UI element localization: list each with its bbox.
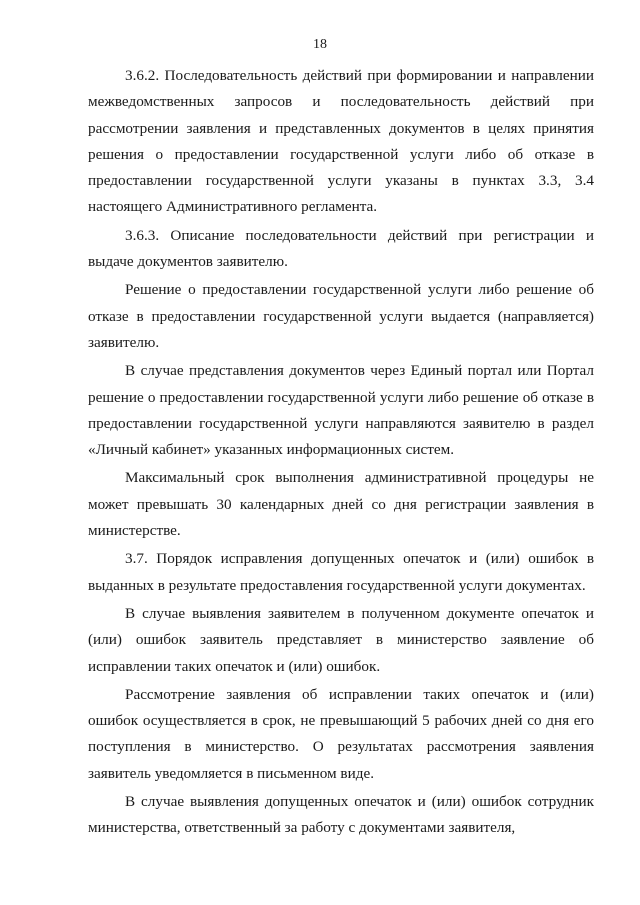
paragraph-3-6-2: 3.6.2. Последовательность действий при формировании и направлении межведомственных запросов и последовательность действий при рассмотрении заявления и представленных документов в целях принятия решения о предоставлении государственной услуги либо об отказе в предоставлении государственной услуги указаны в пунктах 3.3, 3.4 настоящего Административного регламента. (88, 67, 594, 216)
paragraph-3-7: 3.7. Порядок исправления допущенных опечаток и (или) ошибок в выданных в результате предоставления государственной услуги документах. (88, 550, 594, 594)
page-number: 18 (313, 37, 327, 52)
paragraph-portal-submission: В случае представления документов через Единый портал или Портал решение о предоставлении государственной услуги либо решение об отказе в предоставлении государственной услуги направляются заявителю в раздел «Личный кабинет» указанных информационных систем. (88, 362, 594, 459)
paragraph-decision-issued: Решение о предоставлении государственной услуги либо решение об отказе в предоставлении государственной услуги выдается (направляется) заявителю. (88, 281, 594, 351)
paragraph-3-6-3: 3.6.3. Описание последовательности действий при регистрации и выдаче документов заявителю. (88, 226, 594, 271)
paragraph-max-term: Максимальный срок выполнения административной процедуры не может превышать 30 календарных дней со дня регистрации заявления в министерстве. (88, 469, 594, 540)
document-body (88, 63, 594, 842)
paragraph-employee-errors: В случае выявления допущенных опечаток и (или) ошибок сотрудник министерства, ответственный за работу с документами заявителя, (88, 793, 594, 837)
paragraph-error-detection: В случае выявления заявителем в полученном документе опечаток и (или) ошибок заявитель представляет в министерство заявление об исправлении таких опечаток и (или) ошибок. (88, 604, 594, 675)
paragraph-review-term: Рассмотрение заявления об исправлении таких опечаток и (или) ошибок осуществляется в срок, не превышающий 5 рабочих дней со дня его поступления в министерство. О результатах рассмотрения заявления заявитель уведомляется в письменном виде. (88, 685, 594, 782)
